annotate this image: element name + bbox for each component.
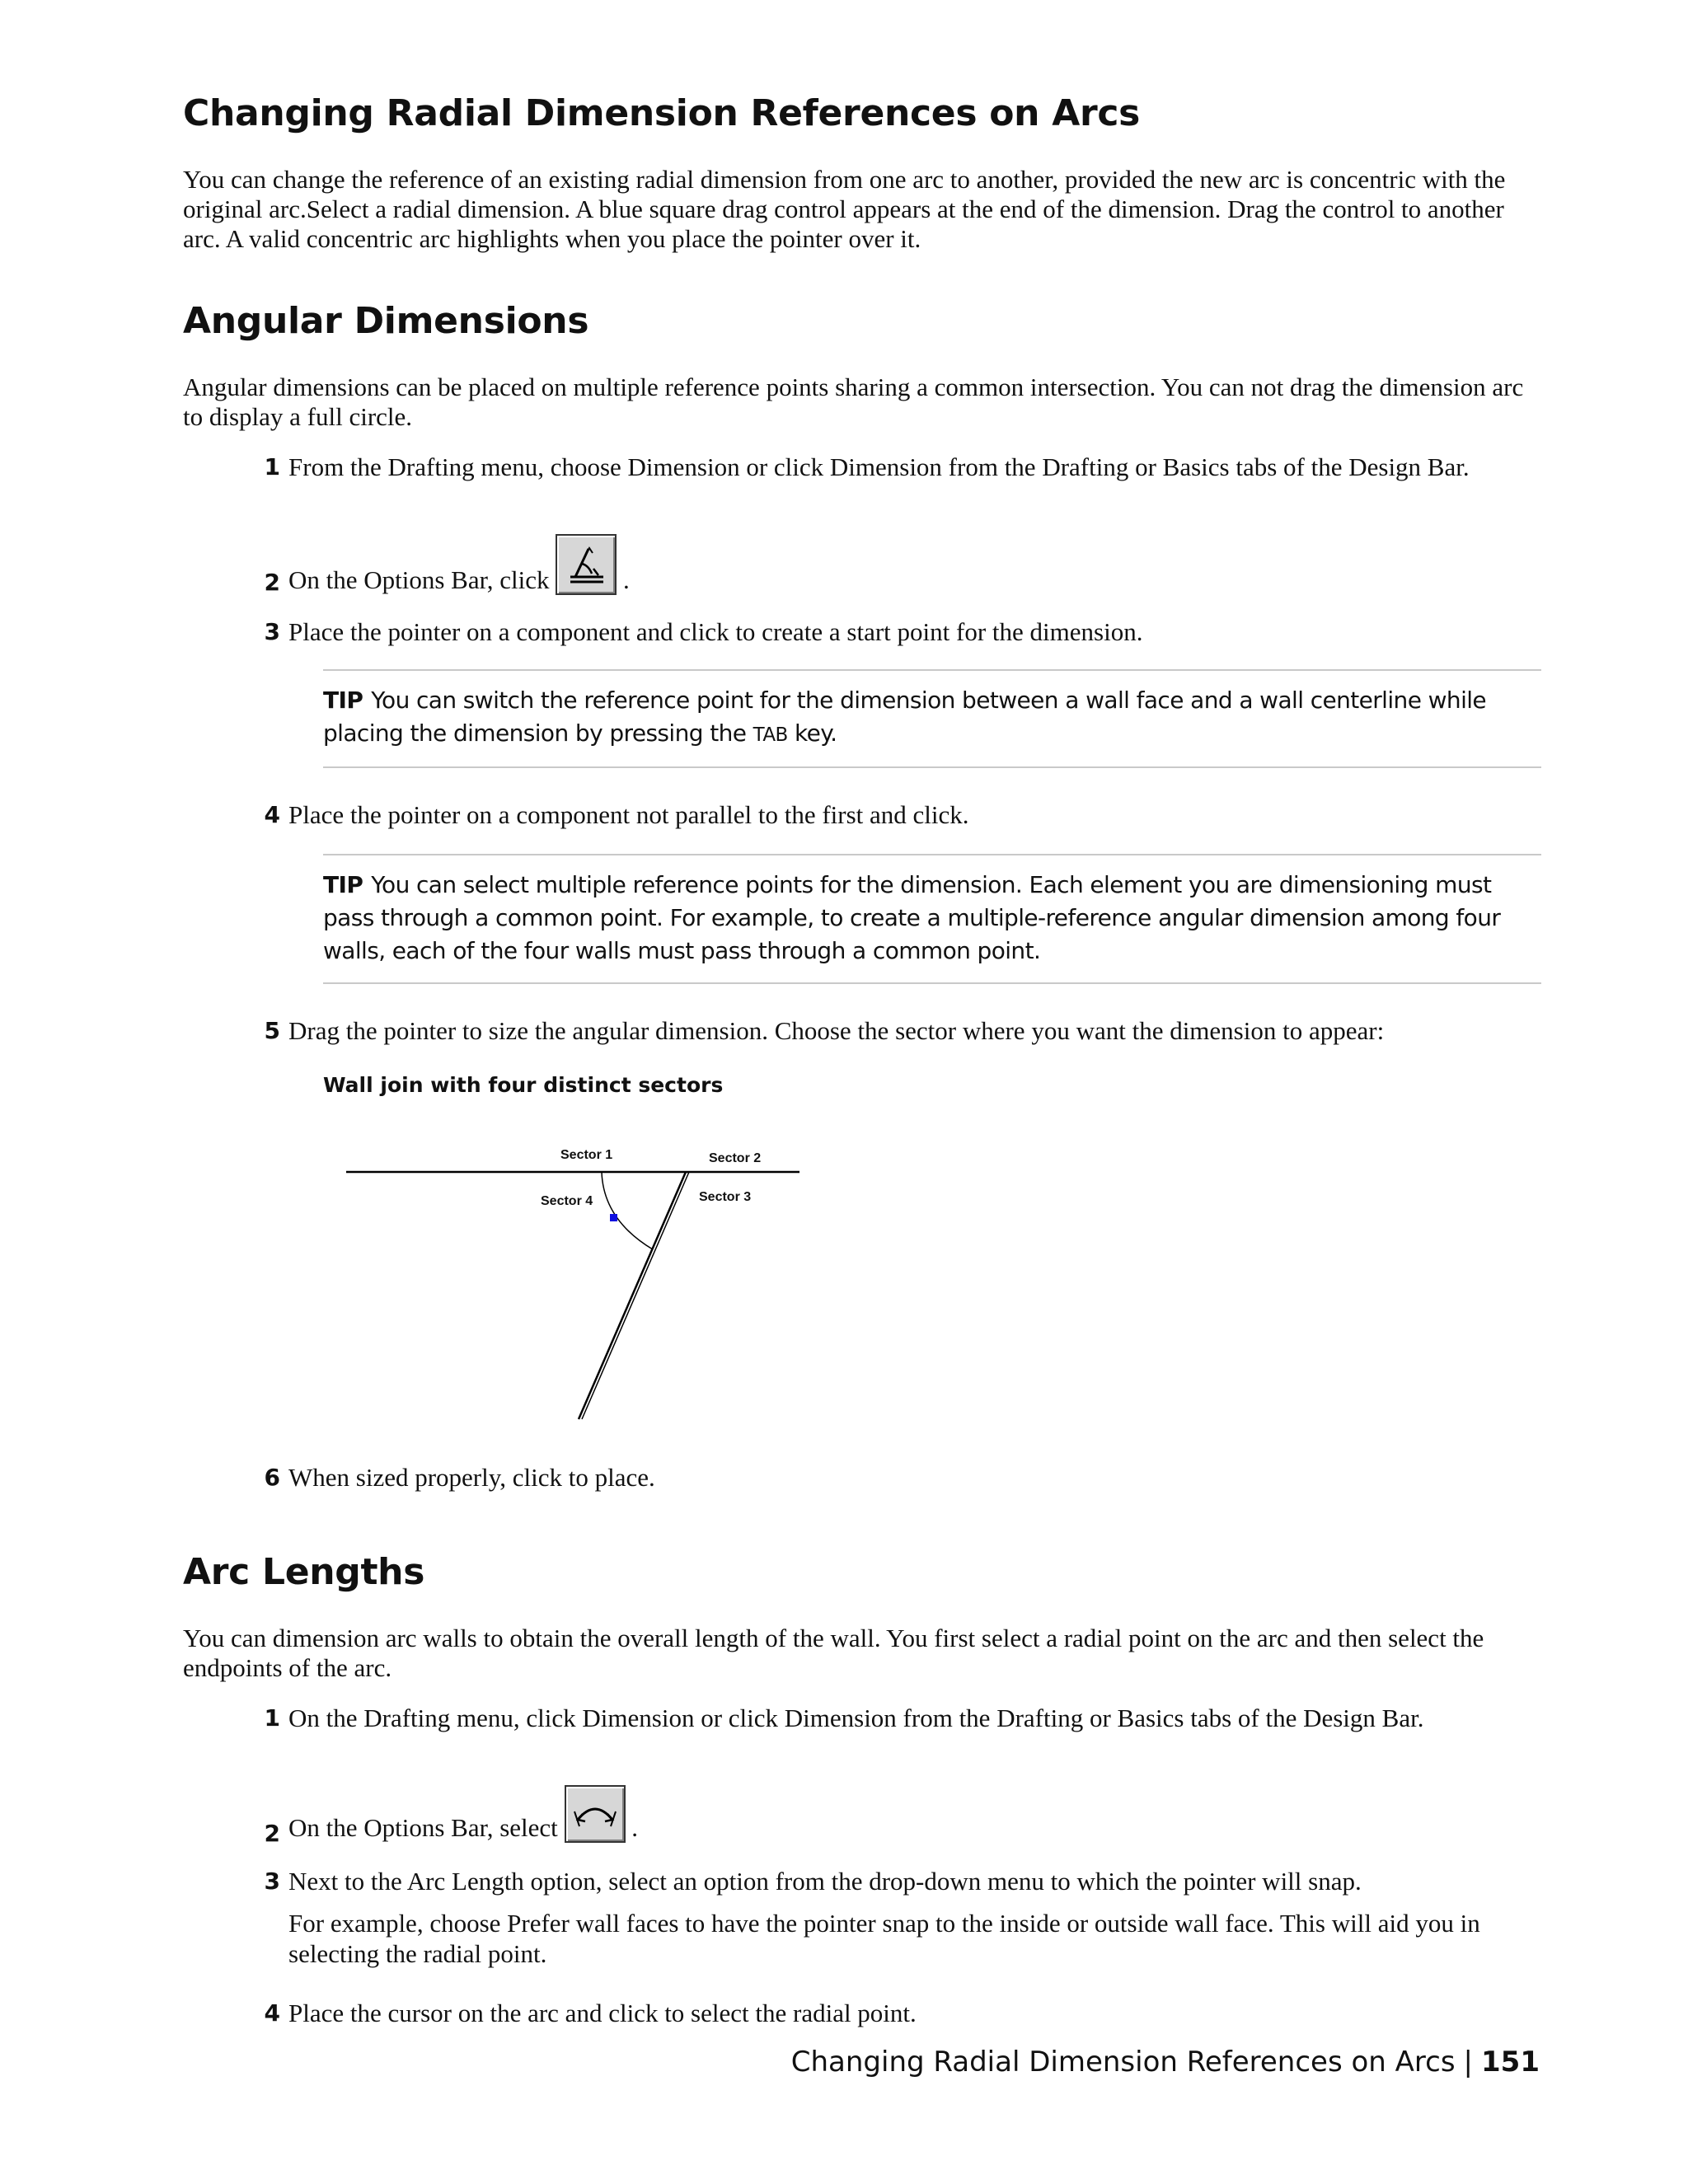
angular-dimension-icon (557, 536, 615, 593)
page-footer (791, 2046, 1540, 2079)
tab-key: TAB (753, 724, 788, 746)
footer-title: Changing Radial Dimension References on Arcs (790, 2046, 1456, 2079)
step-number: 4 (264, 801, 280, 828)
step-number: 5 (264, 1017, 280, 1044)
angular-step-1 (264, 452, 1541, 482)
step-text: Place the pointer on a component and click to create a start point for the dimension. (288, 617, 1143, 646)
step-text: When sized properly, click to place. (288, 1463, 655, 1492)
step-text: From the Drafting menu, choose Dimension or click Dimension from the Drafting or Basics tabs of the Design Bar. (288, 452, 1470, 481)
step-number: 2 (264, 569, 280, 596)
arc-step-3 (264, 1866, 1541, 1969)
angled-wall-right-edge (582, 1172, 689, 1419)
drag-control-square[interactable] (610, 1214, 617, 1221)
page-number: 151 (1481, 2046, 1540, 2079)
angular-step-5 (264, 1015, 1541, 1046)
arc-step-4 (264, 1998, 1541, 2028)
angular-step-6 (264, 1462, 1541, 1493)
tip-label: TIP (323, 871, 363, 898)
step-text: On the Options Bar, click (288, 565, 550, 594)
step-text-after: . (622, 565, 630, 594)
step-text: On the Options Bar, select (288, 1813, 558, 1842)
arc-length-icon (566, 1787, 624, 1841)
step-number: 1 (264, 453, 280, 480)
wall-join-diagram (330, 1129, 824, 1426)
arc-length-tool-button[interactable] (565, 1785, 626, 1843)
tip-text: You can select multiple reference points for the dimension. Each element you are dimensioning must pass through a common point. For example, to create a multiple-reference angular dimension among four walls, each of the four walls must pass through a common point. (323, 871, 1501, 964)
arc-paragraph: You can dimension arc walls to obtain the overall length of the wall. You first select a radial point on the arc and then select the endpoints of the arc. (183, 1624, 1484, 1682)
angular-dimension-tool-button[interactable] (556, 534, 617, 595)
step-text: Drag the pointer to size the angular dimension. Choose the sector where you want the dimension to appear: (288, 1016, 1385, 1045)
angular-step-3 (264, 616, 1541, 647)
step-text: Next to the Arc Length option, select an option from the drop-down menu to which the pointer will snap. (288, 1867, 1362, 1896)
angular-step-2 (264, 534, 1541, 596)
angled-wall-left-edge (579, 1172, 686, 1419)
angular-step-4 (264, 799, 1541, 830)
arc-step-2 (264, 1785, 1541, 1847)
step-number: 6 (264, 1464, 280, 1491)
step-text-after: . (631, 1813, 639, 1842)
tip-text-end: key. (787, 719, 837, 747)
figure-caption: Wall join with four distinct sectors (323, 1073, 724, 1097)
section-heading-arc: Arc Lengths (183, 1551, 425, 1593)
step-text: Place the cursor on the arc and click to select the radial point. (288, 1999, 917, 2027)
step-number: 3 (264, 618, 280, 645)
angular-dimension-arc (602, 1172, 653, 1249)
step-number: 2 (264, 1820, 280, 1847)
step-extra-text: For example, choose Prefer wall faces to have the pointer snap to the inside or outside wall face. This will aid you in selecting the radial point. (288, 1909, 1480, 1968)
step-number: 1 (264, 1704, 280, 1732)
arc-step-1 (264, 1703, 1541, 1733)
tip-text: You can switch the reference point for the dimension between a wall face and a wall centerline while placing the dimension by pressing the (323, 687, 1487, 747)
step-text: Place the pointer on a component not parallel to the first and click. (288, 800, 969, 829)
sector-4-label: Sector 4 (541, 1194, 593, 1208)
footer-separator: | (1463, 2046, 1474, 2079)
radial-paragraph: You can change the reference of an existing radial dimension from one arc to another, provided the new arc is concentric with the original arc.Select a radial dimension. A blue square drag control appears at the end of the dimension. Drag the control to another arc. A valid concentric arc highlights when you place the pointer over it. (183, 165, 1506, 253)
step-number: 3 (264, 1868, 280, 1895)
section-heading-radial: Changing Radial Dimension References on Arcs (183, 92, 1141, 134)
step-number: 4 (264, 1999, 280, 2027)
sector-3-label: Sector 3 (699, 1190, 752, 1204)
tip-box-2 (323, 854, 1541, 984)
sector-2-label: Sector 2 (709, 1151, 762, 1165)
angular-paragraph: Angular dimensions can be placed on multiple reference points sharing a common intersection. You can not drag the dimension arc to display a full circle. (183, 373, 1524, 431)
sector-1-label: Sector 1 (560, 1148, 613, 1162)
tip-label: TIP (323, 687, 363, 714)
tip-box-1 (323, 669, 1541, 768)
step-text: On the Drafting menu, click Dimension or click Dimension from the Drafting or Basics tabs of the Design Bar. (288, 1704, 1424, 1732)
section-heading-angular: Angular Dimensions (183, 300, 589, 342)
